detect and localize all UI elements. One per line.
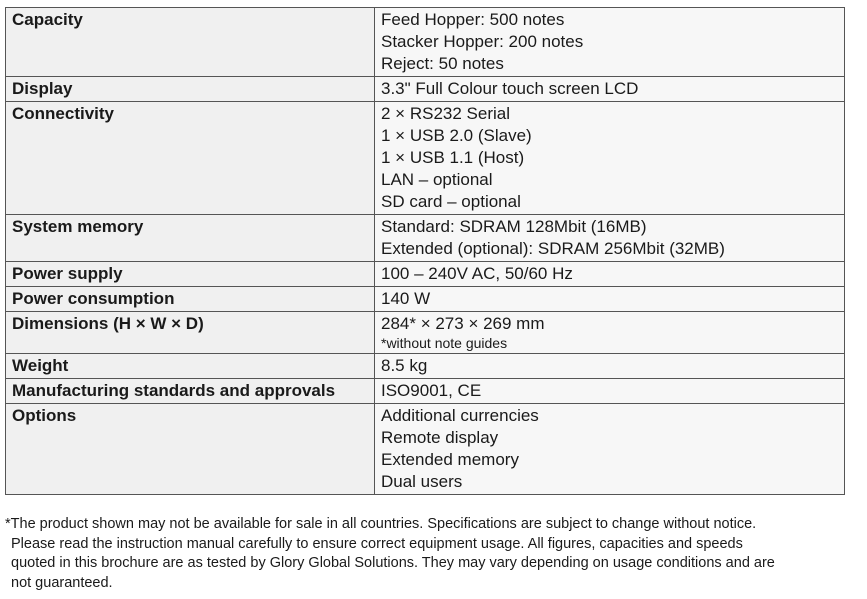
spec-value-line: 284* × 273 × 269 mm: [381, 314, 545, 333]
spec-value-connectivity: [375, 102, 845, 215]
spec-value-line: 3.3" Full Colour touch screen LCD: [381, 79, 639, 98]
spec-label-connectivity: Connectivity: [6, 102, 375, 215]
spec-value-note: *without note guides: [381, 335, 508, 351]
spec-value-power-supply: [375, 262, 845, 287]
spec-label-display: Display: [6, 77, 375, 102]
spec-value-line: Remote display: [381, 428, 499, 447]
spec-label-power-supply: Power supply: [6, 262, 375, 287]
table-row: [6, 102, 845, 215]
table-row: [6, 379, 845, 404]
spec-value-line: 1 × USB 1.1 (Host): [381, 148, 525, 167]
table-row: [6, 354, 845, 379]
spec-value-line: Extended memory: [381, 450, 519, 469]
table-row: [6, 8, 845, 77]
spec-value-system-memory: [375, 215, 845, 262]
spec-label-capacity: Capacity: [6, 8, 375, 77]
spec-label-system-memory: System memory: [6, 215, 375, 262]
table-row: [6, 77, 845, 102]
spec-value-line: 8.5 kg: [381, 356, 428, 375]
footnote-line: not guaranteed.: [11, 574, 113, 591]
spec-value-line: Feed Hopper: 500 notes: [381, 10, 565, 29]
spec-value-line: 140 W: [381, 289, 431, 308]
specifications-table: [5, 7, 845, 495]
spec-label-options: Options: [6, 404, 375, 495]
spec-value-power-consumption: [375, 287, 845, 312]
table-row: [6, 312, 845, 354]
disclaimer-footnote: [5, 515, 855, 593]
spec-value-line: Standard: SDRAM 128Mbit (16MB): [381, 217, 647, 236]
spec-value-line: 100 – 240V AC, 50/60 Hz: [381, 264, 573, 283]
spec-value-line: Dual users: [381, 472, 463, 491]
footnote-line: *The product shown may not be available for sale in all countries. Specifications are subject to change without notice.: [5, 516, 757, 532]
spec-value-line: Additional currencies: [381, 406, 539, 425]
spec-value-line: ISO9001, CE: [381, 381, 482, 400]
footnote-line: quoted in this brochure are as tested by Glory Global Solutions. They may vary depending on usage conditions and are: [11, 555, 775, 571]
table-row: [6, 215, 845, 262]
spec-value-line: Extended (optional): SDRAM 256Mbit (32MB): [381, 239, 725, 258]
spec-value-line: Stacker Hopper: 200 notes: [381, 32, 584, 51]
spec-value-line: SD card – optional: [381, 192, 521, 211]
spec-value-line: 1 × USB 2.0 (Slave): [381, 126, 532, 145]
spec-value-weight: [375, 354, 845, 379]
footnote-line: Please read the instruction manual carefully to ensure correct equipment usage. All figures, capacities and speeds: [11, 535, 743, 552]
table-row: [6, 287, 845, 312]
spec-value-line: Reject: 50 notes: [381, 54, 504, 73]
table-row: [6, 262, 845, 287]
spec-label-standards: Manufacturing standards and approvals: [6, 379, 375, 404]
table-row: [6, 404, 845, 495]
spec-value-display: [375, 77, 845, 102]
spec-value-options: [375, 404, 845, 495]
spec-label-power-consumption: Power consumption: [6, 287, 375, 312]
spec-value-line: LAN – optional: [381, 170, 493, 189]
spec-value-standards: [375, 379, 845, 404]
spec-value-dimensions: [375, 312, 845, 354]
spec-label-dimensions: Dimensions (H × W × D): [6, 312, 375, 354]
spec-value-capacity: [375, 8, 845, 77]
spec-value-line: 2 × RS232 Serial: [381, 104, 510, 123]
spec-label-weight: Weight: [6, 354, 375, 379]
